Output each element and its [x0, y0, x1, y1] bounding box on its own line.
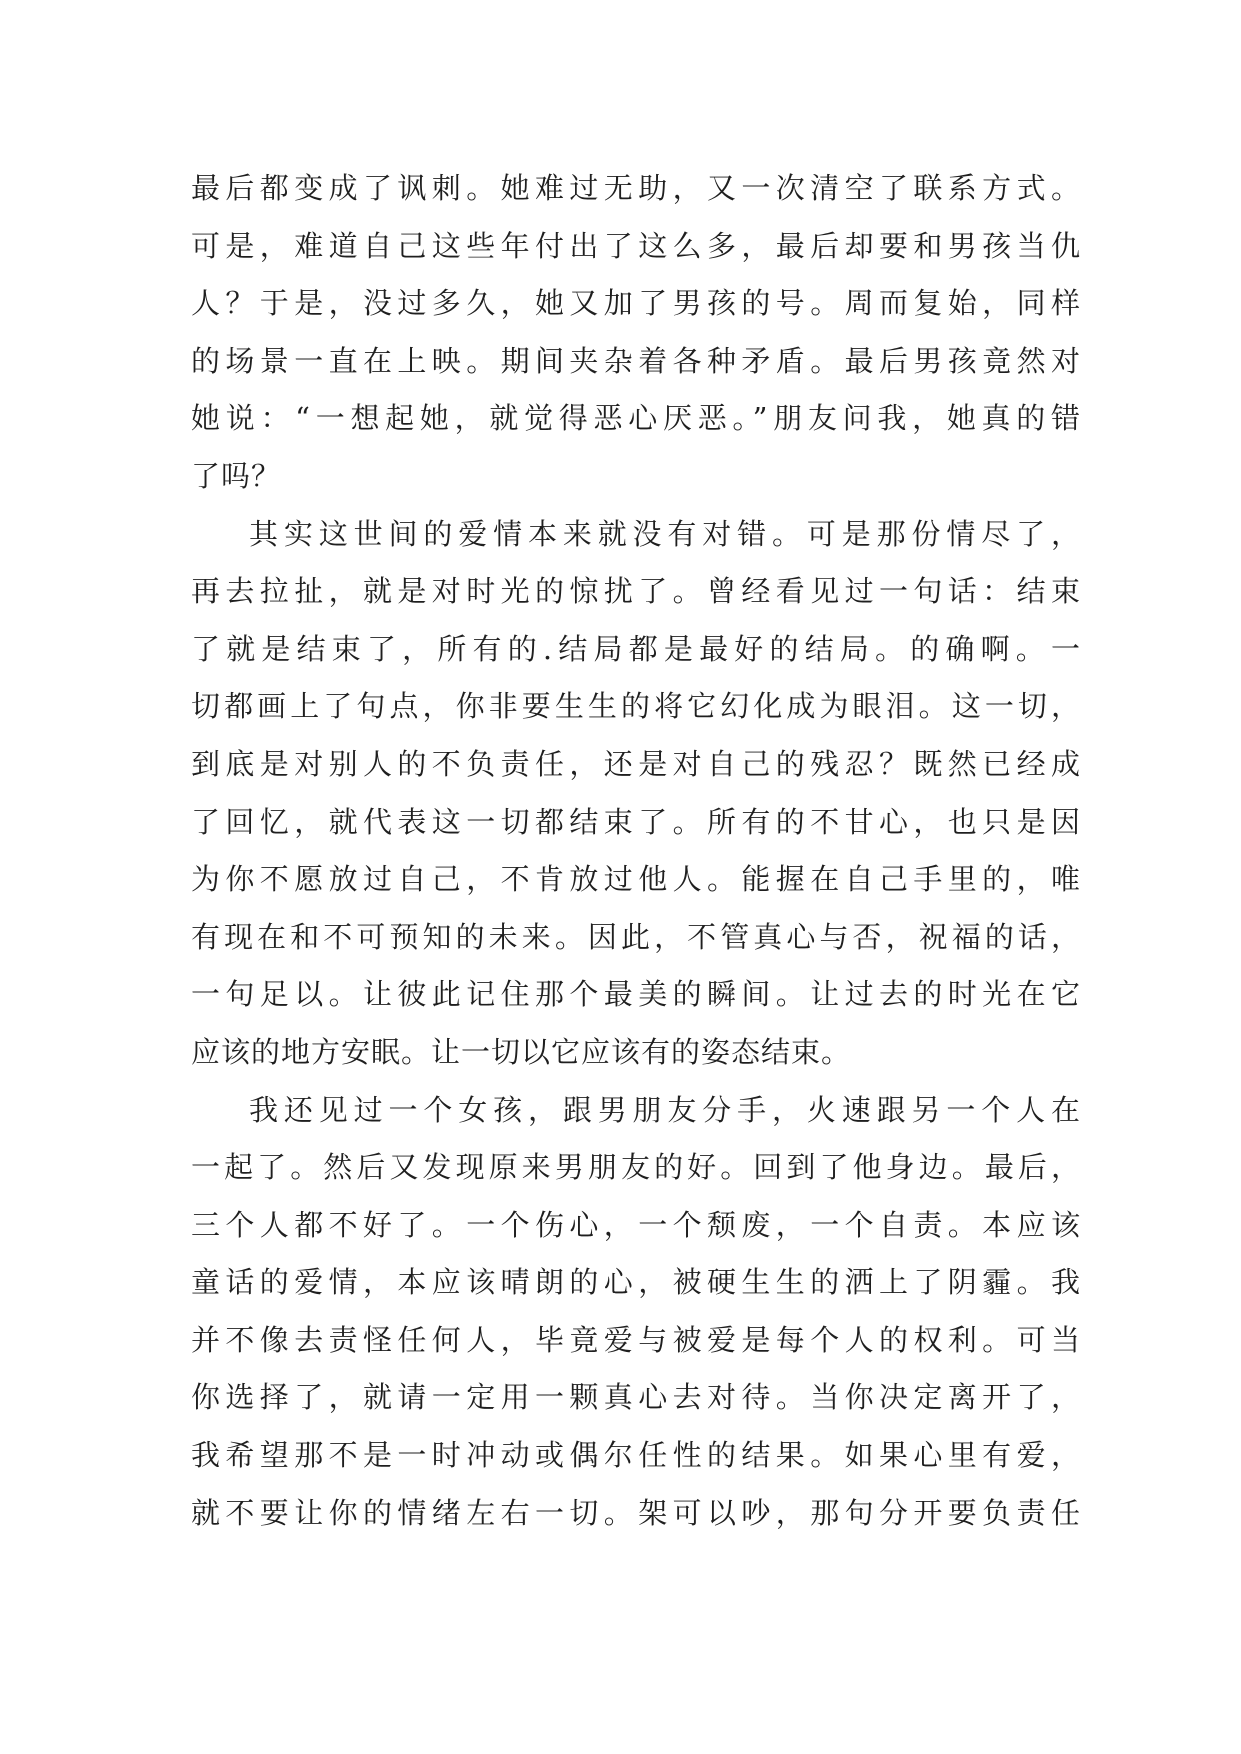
text-line: 并不像去责怪任何人，毕竟爱与被爱是每个人的权利。可当 [191, 1322, 1081, 1357]
paragraph-first-line: 我还见过一个女孩，跟男朋友分手，火速跟另一个人在 [249, 1092, 1081, 1127]
text-line: 她说：“一想起她，就觉得恶心厌恶。”朋友问我，她真的错 [191, 401, 1081, 436]
text-line: 三个人都不好了。一个伤心，一个颓废，一个自责。本应该 [191, 1207, 1081, 1242]
text-line: 再去拉扯，就是对时光的惊扰了。曾经看见过一句话：结束 [191, 574, 1081, 609]
text-line: 一句足以。让彼此记住那个最美的瞬间。让过去的时光在它 [191, 977, 1081, 1012]
text-line: 应该的地方安眠。让一切以它应该有的姿态结束。 [191, 1034, 852, 1069]
body-text [191, 160, 1081, 1542]
text-line: 可是，难道自己这些年付出了这么多，最后却要和男孩当仇 [191, 228, 1081, 263]
text-line: 童话的爱情，本应该晴朗的心，被硬生生的洒上了阴霾。我 [191, 1265, 1081, 1300]
paragraph-first-line: 其实这世间的爱情本来就没有对错。可是那份情尽了， [249, 516, 1081, 551]
text-line: 了吗？ [191, 458, 282, 493]
text-line: 为你不愿放过自己，不肯放过他人。能握在自己手里的，唯 [191, 862, 1081, 897]
text-line: 到底是对别人的不负责任，还是对自己的残忍？既然已经成 [191, 746, 1081, 781]
text-line: 的场景一直在上映。期间夹杂着各种矛盾。最后男孩竟然对 [191, 343, 1081, 378]
text-line: 了就是结束了，所有的.结局都是最好的结局。的确啊。一 [191, 631, 1081, 666]
text-line: 切都画上了句点，你非要生生的将它幻化成为眼泪。这一切， [191, 689, 1081, 724]
text-line: 人？于是，没过多久，她又加了男孩的号。周而复始，同样 [191, 286, 1081, 321]
text-line: 我希望那不是一时冲动或偶尔任性的结果。如果心里有爱， [191, 1438, 1081, 1473]
text-line: 最后都变成了讽刺。她难过无助，又一次清空了联系方式。 [191, 171, 1081, 205]
text-line: 一起了。然后又发现原来男朋友的好。回到了他身边。最后， [191, 1150, 1081, 1185]
text-line: 了回忆，就代表这一切都结束了。所有的不甘心，也只是因 [191, 804, 1081, 839]
text-line: 有现在和不可预知的未来。因此，不管真心与否，祝福的话， [191, 919, 1081, 954]
text-line: 就不要让你的情绪左右一切。架可以吵，那句分开要负责任 [191, 1495, 1081, 1530]
text-line: 你选择了，就请一定用一颗真心去对待。当你决定离开了， [191, 1380, 1081, 1415]
